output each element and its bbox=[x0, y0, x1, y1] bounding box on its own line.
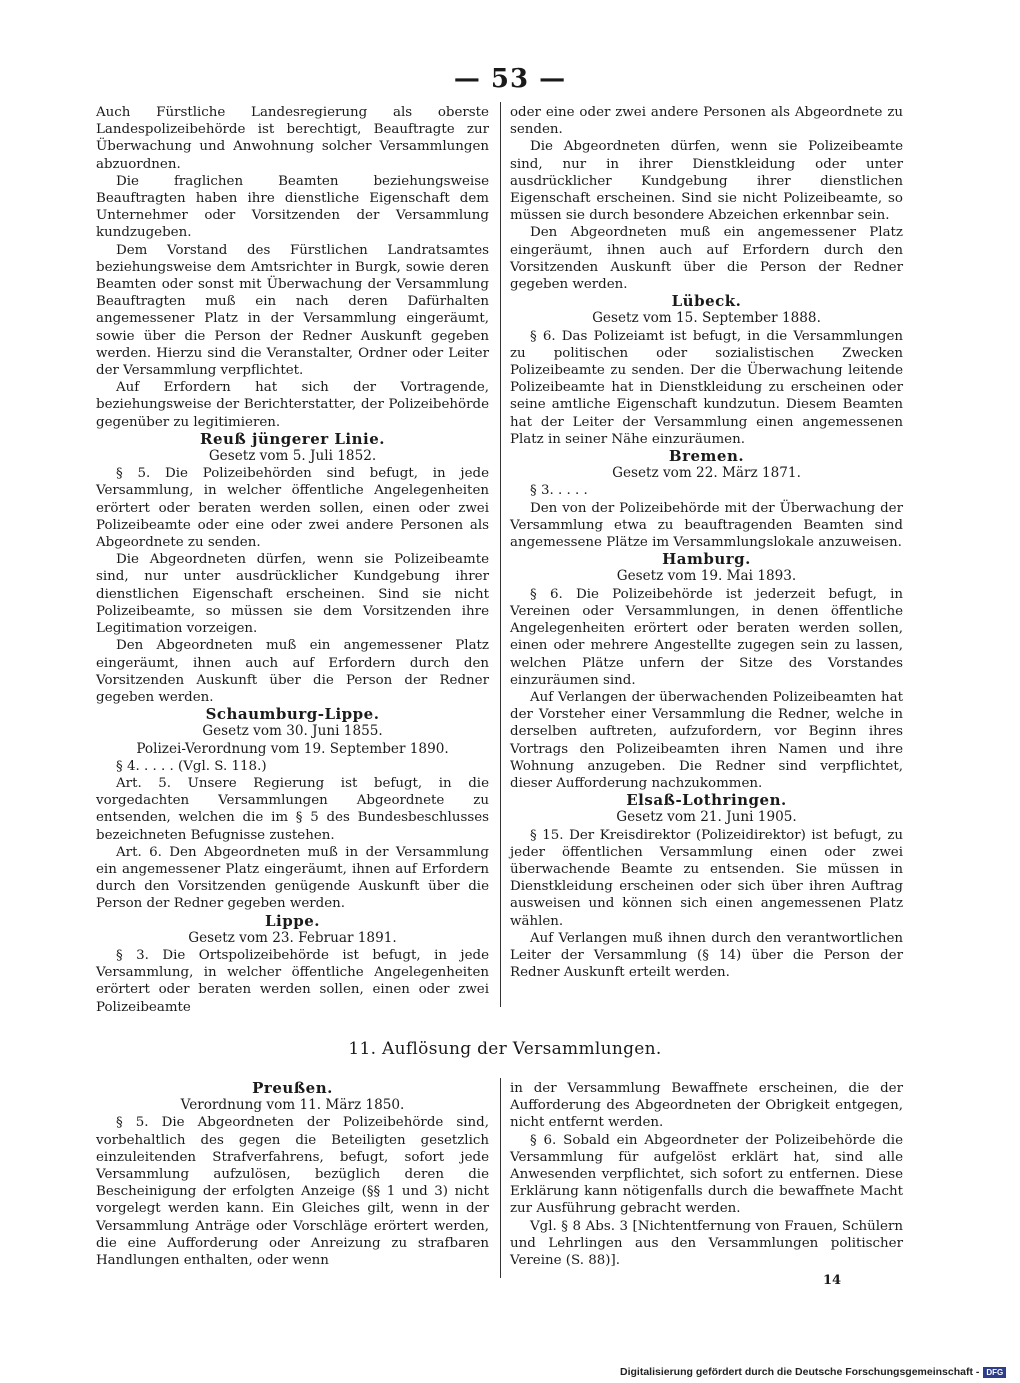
paragraph: § 6. Sobald ein Abgeordneter der Polizeibehörde die Versammlung für aufgelöst erklärt hat, sind alle Anwesenden verpflichtet, sich sofort zu entfernen. Diese Erklärung kann nötigenfalls durch die bewaffnete Macht zur Ausführung gebracht werden. bbox=[510, 1132, 903, 1217]
paragraph: § 4. . . . . (Vgl. S. 118.) bbox=[116, 758, 267, 774]
state-heading: Lübeck. bbox=[671, 292, 742, 311]
paragraph: Dem Vorstand des Fürstlichen Landratsamtes beziehungsweise dem Amtsrichter in Burgk, sowie deren Beamten oder sonst mit Überwachung der Versammlung Beauftragten muß ein nach deren Dafürhalten angemessener Platz in der Versammlung eingeräumt, sowie über die Person der Redner Auskunft gegeben werden. Hierzu sind die Veranstalter, Ordner oder Leiter der Versammlung verpflichtet. bbox=[96, 242, 489, 379]
paragraph: § 6. Das Polizeiamt ist befugt, in die Versammlungen zu politischen oder sozialistischen Zwecken Polizeibeamte zu senden. Der die Überwachung leitende Polizeibeamte hat in Dienstkleidung zu erscheinen oder seine amtliche Eigenschaft kundzutun. Diesem Beamten hat der Leiter der Versammlung einen angemessenen Platz in seiner Nähe einzuräumen. bbox=[510, 328, 903, 447]
paragraph: Den Abgeordneten muß ein angemessener Platz eingeräumt, ihnen auch auf Erfordern durch den Vorsitzenden Auskunft über die Person der Redner gegeben werden. bbox=[96, 638, 489, 705]
column-rule-top bbox=[500, 102, 501, 1007]
paragraph: § 15. Der Kreisdirektor (Polizeidirektor) ist befugt, zu jeder öffentlichen Versammlung einen oder zwei überwachende Beamte zu entsenden. Sie müssen in Dienstkleidung erscheinen oder sich über ihren Auftrag ausweisen und können sich einen angemessenen Platz wählen. bbox=[510, 827, 903, 929]
paragraph: oder eine oder zwei andere Personen als Abgeordnete zu senden. bbox=[510, 105, 903, 138]
paragraph: § 3. . . . . bbox=[530, 483, 588, 499]
column-bottom-right bbox=[510, 1080, 903, 1269]
state-heading: Reuß jüngerer Linie. bbox=[200, 429, 385, 448]
column-rule-bottom bbox=[500, 1078, 501, 1278]
paragraph: Auch Fürstliche Landesregierung als oberste Landespolizeibehörde ist berechtigt, Beauftragte zur Überwachung und Anwohnung solcher Versammlungen abzuordnen. bbox=[96, 105, 489, 172]
paragraph: Den Abgeordneten muß ein angemessener Platz eingeräumt, ihnen auch auf Erfordern durch den Vorsitzenden Auskunft über die Person der Redner gegeben werden. bbox=[510, 225, 903, 293]
footer-text: Digitalisierung gefördert durch die Deutsche Forschungsgemeinschaft - bbox=[620, 1366, 980, 1378]
law-reference: Gesetz vom 23. Februar 1891. bbox=[188, 929, 397, 946]
paragraph: Auf Verlangen muß ihnen durch den verantwortlichen Leiter der Versammlung (§ 14) über die Person der Redner Auskunft erteilt werden. bbox=[510, 930, 903, 981]
paragraph: Den von der Polizeibehörde mit der Überwachung der Versammlung etwa zu beauftragenden Beamten sind angemessene Plätze im Versammlungslokale anzuweisen. bbox=[510, 500, 903, 551]
sheet-number: 14 bbox=[823, 1273, 842, 1288]
law-reference: Gesetz vom 22. März 1871. bbox=[612, 465, 801, 482]
paragraph: Auf Erfordern hat sich der Vortragende, beziehungsweise der Berichterstatter, der Polizeibehörde gegenüber zu legitimieren. bbox=[96, 380, 489, 430]
state-heading: Schaumburg-Lippe. bbox=[205, 705, 380, 724]
paragraph: § 3. Die Ortspolizeibehörde ist befugt, in jede Versammlung, in welcher öffentliche Angelegenheiten erörtert oder beraten werden sollen, einen oder zwei Polizeibeamte bbox=[96, 947, 489, 1015]
column-top-right bbox=[510, 104, 903, 981]
page-number: — 53 — bbox=[453, 64, 567, 94]
footer-credit bbox=[620, 1366, 1006, 1378]
law-reference: Verordnung vom 11. März 1850. bbox=[180, 1097, 405, 1114]
paragraph: Art. 6. Den Abgeordneten muß in der Versammlung ein angemessener Platz eingeräumt, ihnen auf Erfordern durch den Vorsitzenden genügende Auskunft über die Person der Redner gegeben werden. bbox=[96, 844, 489, 912]
law-reference: Gesetz vom 19. Mai 1893. bbox=[616, 568, 797, 585]
law-reference: Gesetz vom 5. Juli 1852. bbox=[208, 448, 377, 465]
dfg-logo: DFG bbox=[983, 1367, 1006, 1378]
paragraph: Vgl. § 8 Abs. 3 [Nichtentfernung von Frauen, Schülern und Lehrlingen aus den Versammlungen politischer Vereine (S. 88)]. bbox=[510, 1218, 903, 1269]
paragraph: Die fraglichen Beamten beziehungsweise Beauftragten haben ihre dienstliche Eigenschaft dem Unternehmer oder Vorsitzenden der Versammlung kundzugeben. bbox=[96, 173, 489, 241]
paragraph: in der Versammlung Bewaffnete erscheinen, die der Aufforderung des Abgeordneten der Obrigkeit entgegen, nicht entfernt werden. bbox=[510, 1081, 903, 1131]
paragraph: Die Abgeordneten dürfen, wenn sie Polizeibeamte sind, nur unter ausdrücklicher Kundgebung ihrer dienstlichen Eigenschaft erscheinen. Sind sie nicht Polizeibeamte, so müssen sie dem Vorsitzenden ihre Legitimation vorzeigen. bbox=[96, 552, 489, 637]
section-title: 11. Auflösung der Versammlungen. bbox=[348, 1039, 662, 1059]
state-heading: Bremen. bbox=[668, 447, 745, 466]
paragraph: § 5. Die Abgeordneten der Polizeibehörde sind, vorbehaltlich des gegen die Beteiligten gesetzlich einzuleitenden Strafverfahrens, befugt, sofort jede Versammlung aufzulösen, bezüglich deren die Bescheinigung der erfolgten Anzeige (§§ 1 und 3) nicht vorgelegt werden kann. Ein Gleiches gilt, wenn in der Versammlung Anträge oder Vorschläge erörtert werden, die eine Aufforderung oder Anreizung zu strafbaren Handlungen enthalten, oder wenn bbox=[96, 1115, 489, 1269]
column-bottom-left bbox=[96, 1080, 489, 1269]
state-heading: Hamburg. bbox=[662, 550, 751, 569]
paragraph: Die Abgeordneten dürfen, wenn sie Polizeibeamte sind, nur in ihrer Dienstkleidung oder unter ausdrücklicher Kundgebung ihrer dienstlichen Eigenschaft erscheinen. Sind sie nicht Polizeibeamte, so müssen sie durch besondere Abzeichen erkennbar sein. bbox=[510, 139, 903, 224]
state-heading: Preußen. bbox=[252, 1079, 333, 1097]
state-heading: Lippe. bbox=[265, 911, 320, 930]
law-reference: Gesetz vom 21. Juni 1905. bbox=[616, 809, 797, 826]
law-reference: Polizei-Verordnung vom 19. September 1890. bbox=[136, 740, 449, 757]
law-reference: Gesetz vom 30. Juni 1855. bbox=[202, 723, 383, 740]
paragraph: § 6. Die Polizeibehörde ist jederzeit befugt, in Vereinen oder Versammlungen, in denen öffentliche Angelegenheiten erörtert oder beraten werden sollen, einen oder mehrere Angestellte zugegen sein zu lassen, welchen Plätze unfern der Sitze des Vorstandes einzuräumen sind. bbox=[510, 586, 903, 688]
paragraph: Art. 5. Unsere Regierung ist befugt, in die vorgedachten Versammlungen Abgeordnete zu entsenden, welchen die im § 5 des Bundesbeschlusses bezeichneten Befugnisse zustehen. bbox=[96, 775, 489, 843]
law-reference: Gesetz vom 15. September 1888. bbox=[592, 310, 821, 327]
state-heading: Elsaß-Lothringen. bbox=[626, 791, 787, 810]
paragraph: Auf Verlangen der überwachenden Polizeibeamten hat der Vorsteher einer Versammlung die Redner, welche in derselben auftreten, aufzufordern, vor Beginn ihres Vortrags den Polizeibeamten ihren Namen und ihre Wohnung anzugeben. Die Redner sind verpflichtet, dieser Aufforderung nachzukommen. bbox=[510, 689, 903, 791]
column-top-left bbox=[96, 104, 489, 1016]
paragraph: § 5. Die Polizeibehörden sind befugt, in jede Versammlung, in welcher öffentliche Angelegenheiten erörtert oder beraten werden sollen, einen oder zwei Polizeibeamte oder eine oder zwei andere Personen als Abgeordnete zu senden. bbox=[96, 466, 489, 551]
